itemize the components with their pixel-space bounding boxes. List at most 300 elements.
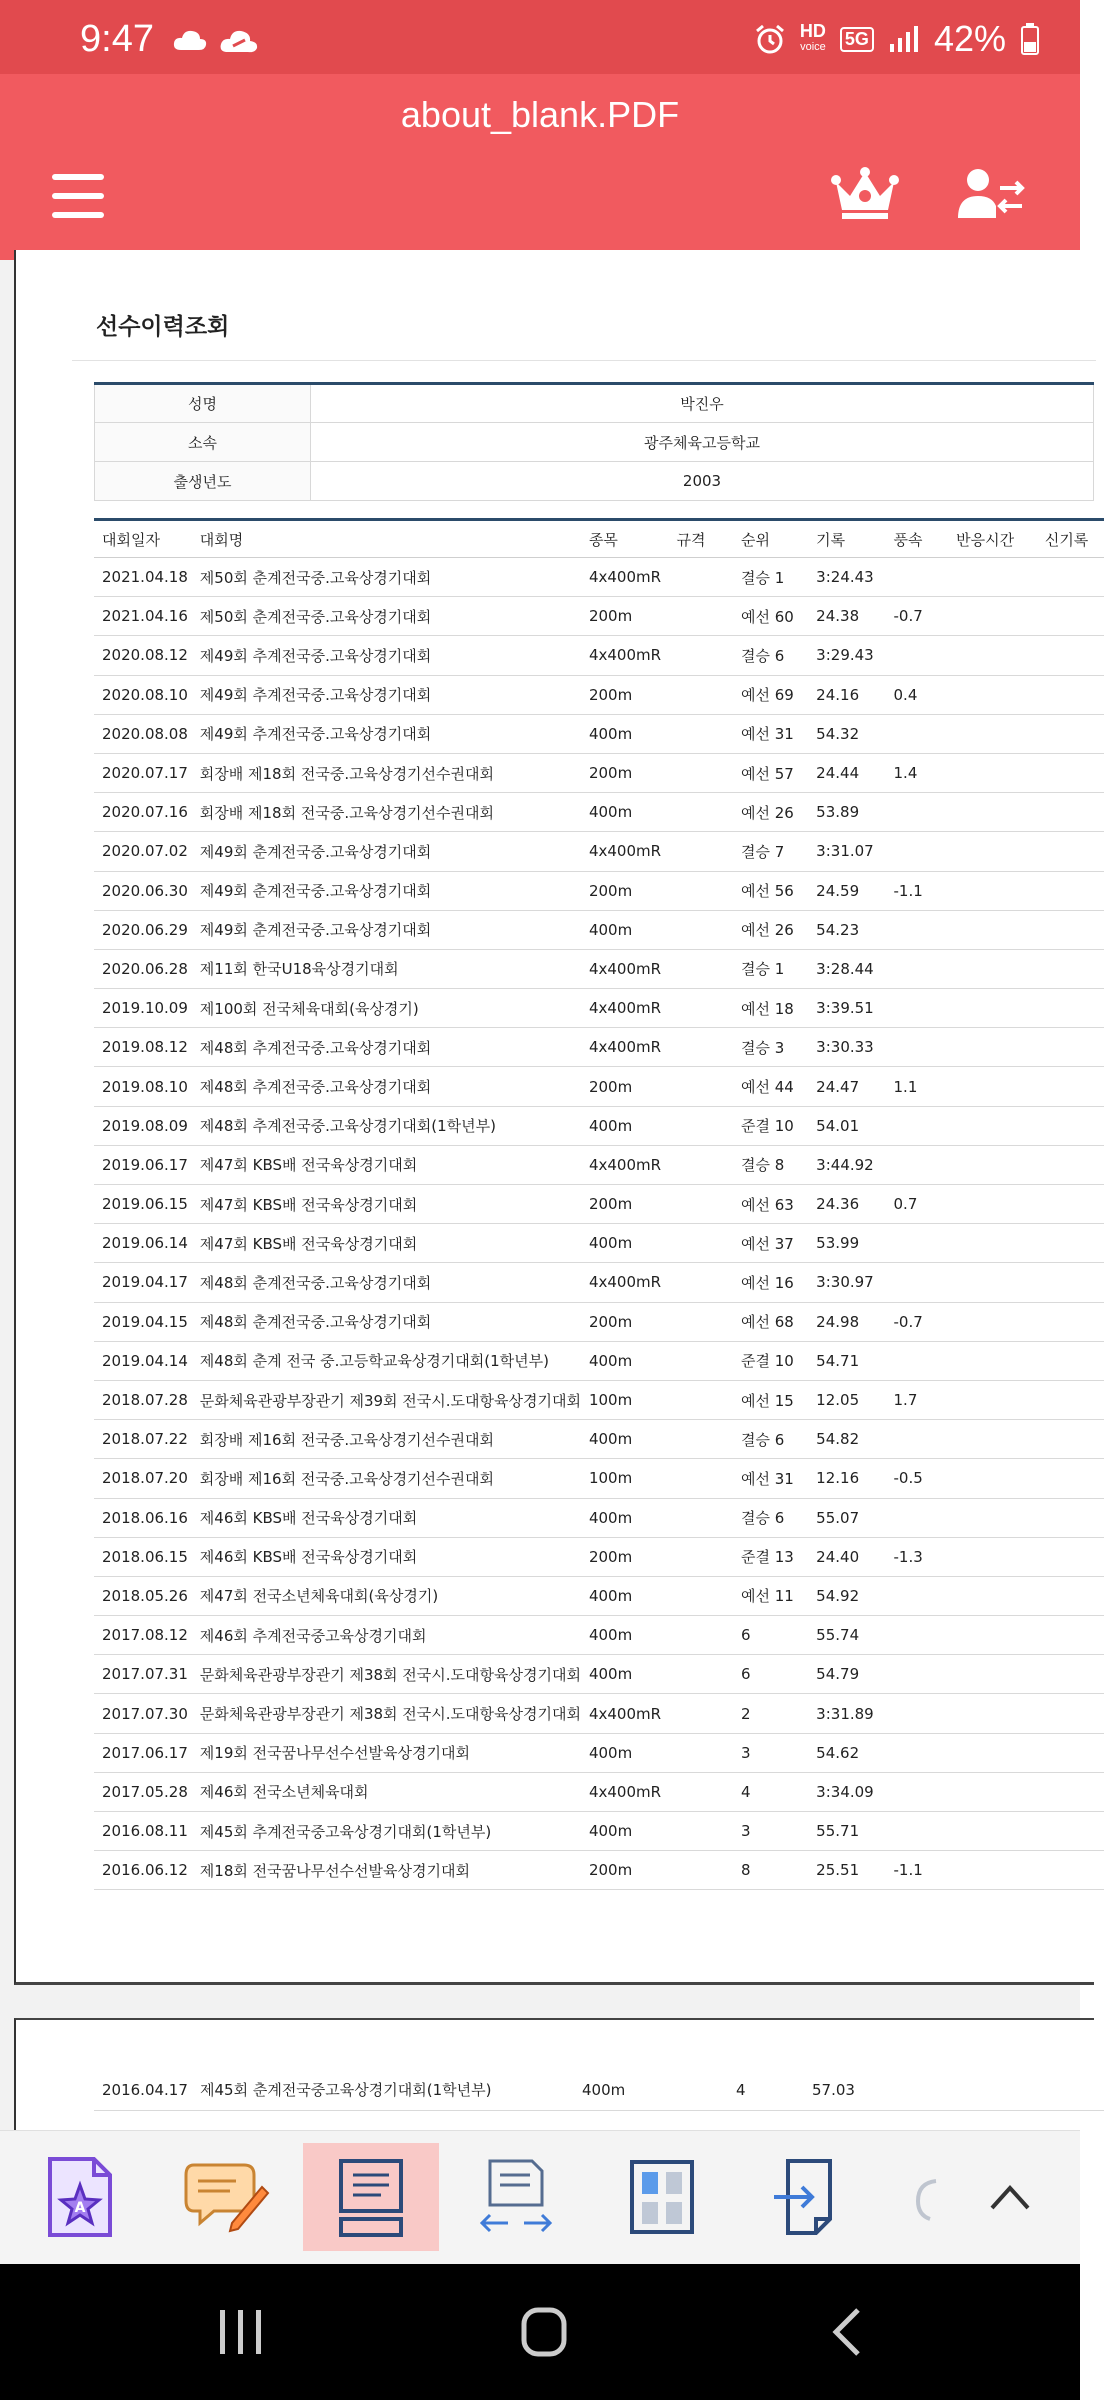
- table-row: [94, 1537, 1104, 1576]
- table-cell: 2020.08.12: [94, 636, 192, 675]
- table-cell: 예선 44: [733, 1067, 808, 1106]
- table-cell: [1037, 1733, 1104, 1772]
- table-cell: 2017.05.28: [94, 1772, 192, 1811]
- table-cell: [1037, 1420, 1104, 1459]
- table-row: [94, 1812, 1104, 1851]
- table-cell: 준결 10: [733, 1106, 808, 1145]
- table-cell: [669, 1498, 733, 1537]
- table-cell: 예선 26: [733, 910, 808, 949]
- table-cell: 3:29.43: [808, 636, 885, 675]
- table-cell: 0.7: [886, 1185, 949, 1224]
- table-cell: 12.16: [808, 1459, 885, 1498]
- table-cell: [948, 871, 1037, 910]
- table-cell: [669, 558, 733, 597]
- table-cell: [948, 1655, 1037, 1694]
- table-cell: [948, 1263, 1037, 1302]
- table-cell: [669, 1851, 733, 1890]
- table-cell: 54.92: [808, 1576, 885, 1615]
- table-cell: 제47회 전국소년체육대회(육상경기): [192, 1576, 581, 1615]
- table-cell: [1037, 1851, 1104, 1890]
- table-cell: 예선 56: [733, 871, 808, 910]
- table-cell: 예선 26: [733, 793, 808, 832]
- table-row: [94, 1420, 1104, 1459]
- table-cell: 준결 10: [733, 1341, 808, 1380]
- crown-icon[interactable]: [830, 166, 900, 222]
- table-row: [94, 989, 1104, 1028]
- table-cell: 55.71: [808, 1812, 885, 1851]
- switch-account-icon[interactable]: [956, 166, 1026, 222]
- table-cell: [669, 871, 733, 910]
- table-cell: 4x400mR: [581, 636, 669, 675]
- table-cell: [886, 1498, 949, 1537]
- table-cell: 100m: [581, 1459, 669, 1498]
- table-cell: [886, 949, 949, 988]
- ai-assistant-button[interactable]: [12, 2143, 148, 2251]
- menu-icon[interactable]: [52, 174, 104, 218]
- table-cell: 결승 6: [733, 1498, 808, 1537]
- table-cell: [948, 1420, 1037, 1459]
- table-cell: [669, 753, 733, 792]
- column-header: 풍속: [886, 520, 949, 558]
- pdf-viewer[interactable]: [0, 260, 1089, 2130]
- table-cell: [1037, 989, 1104, 1028]
- records-table-continued: [94, 2070, 1104, 2111]
- document-title: about_blank.PDF: [400, 94, 680, 135]
- column-header: 대회명: [192, 520, 581, 558]
- table-cell: 2020.06.30: [94, 871, 192, 910]
- table-cell: [1037, 1694, 1104, 1733]
- table-row: [94, 597, 1104, 636]
- records-table: [94, 518, 1104, 1890]
- table-cell: 문화체육관광부장관기 제38회 전국시.도대항육상경기대회: [192, 1655, 581, 1694]
- table-cell: 2019.08.09: [94, 1106, 192, 1145]
- table-cell: 54.82: [808, 1420, 885, 1459]
- table-cell: 회장배 제18회 전국중.고육상경기선수권대회: [192, 793, 581, 832]
- table-cell: 문화체육관광부장관기 제39회 전국시.도대항육상경기대회: [192, 1380, 581, 1419]
- table-cell: 400m: [581, 1224, 669, 1263]
- column-header: 종목: [581, 520, 669, 558]
- table-cell: [1037, 793, 1104, 832]
- table-cell: [662, 2070, 728, 2110]
- table-row: [94, 1145, 1104, 1184]
- table-row: [94, 1851, 1104, 1890]
- table-cell: -0.7: [886, 1302, 949, 1341]
- table-cell: 6: [733, 1655, 808, 1694]
- table-cell: 4: [728, 2070, 804, 2110]
- table-cell: 2020.07.02: [94, 832, 192, 871]
- page-arrows-icon: [478, 2157, 554, 2237]
- table-cell: 예선 31: [733, 714, 808, 753]
- column-header: 순위: [733, 520, 808, 558]
- table-row: [94, 910, 1104, 949]
- table-cell: [948, 1341, 1037, 1380]
- table-cell: [948, 989, 1037, 1028]
- status-bar: [0, 0, 1080, 74]
- info-row: [95, 423, 1094, 462]
- table-cell: [669, 1224, 733, 1263]
- export-page-icon: [772, 2157, 844, 2237]
- table-cell: 제48회 춘계 전국 중.고등학교육상경기대회(1학년부): [192, 1341, 581, 1380]
- status-time: 9:47: [80, 18, 154, 60]
- table-cell: [886, 1106, 949, 1145]
- table-cell: [886, 989, 949, 1028]
- table-cell: 200m: [581, 1851, 669, 1890]
- table-cell: 2019.10.09: [94, 989, 192, 1028]
- table-cell: 24.47: [808, 1067, 885, 1106]
- table-cell: [1037, 1616, 1104, 1655]
- table-cell: 4x400mR: [581, 989, 669, 1028]
- table-cell: [948, 753, 1037, 792]
- column-header: 대회일자: [94, 520, 192, 558]
- table-cell: 2: [733, 1694, 808, 1733]
- table-cell: [886, 1224, 949, 1263]
- table-cell: 2017.07.31: [94, 1655, 192, 1694]
- single-page-view-icon: [337, 2157, 405, 2237]
- table-cell: 4x400mR: [581, 1145, 669, 1184]
- table-cell: [1037, 675, 1104, 714]
- table-cell: 2020.08.08: [94, 714, 192, 753]
- recents-icon[interactable]: [218, 2306, 264, 2358]
- table-cell: 400m: [581, 1733, 669, 1772]
- table-cell: 200m: [581, 871, 669, 910]
- table-row: [94, 2070, 1104, 2110]
- table-cell: 25.51: [808, 1851, 885, 1890]
- table-cell: 제46회 추계전국중고육상경기대회: [192, 1616, 581, 1655]
- table-cell: [886, 1616, 949, 1655]
- table-cell: 24.16: [808, 675, 885, 714]
- table-cell: 400m: [574, 2070, 662, 2110]
- table-cell: [948, 1772, 1037, 1811]
- table-cell: 1.7: [886, 1380, 949, 1419]
- table-cell: 200m: [581, 675, 669, 714]
- table-row: [94, 1185, 1104, 1224]
- page-view-button[interactable]: [303, 2143, 439, 2251]
- table-cell: 2017.07.30: [94, 1694, 192, 1733]
- table-cell: 200m: [581, 1302, 669, 1341]
- table-row: [94, 949, 1104, 988]
- table-cell: 54.01: [808, 1106, 885, 1145]
- table-cell: [886, 1772, 949, 1811]
- table-cell: 결승 8: [733, 1145, 808, 1184]
- table-cell: 53.89: [808, 793, 885, 832]
- table-cell: [1037, 1106, 1104, 1145]
- table-cell: [1037, 1224, 1104, 1263]
- table-cell: 준결 13: [733, 1537, 808, 1576]
- table-cell: 24.40: [808, 1537, 885, 1576]
- chevron-up-icon: [988, 2182, 1032, 2212]
- thumbnails-button[interactable]: [594, 2143, 730, 2251]
- table-cell: 4x400mR: [581, 558, 669, 597]
- table-cell: 4x400mR: [581, 1028, 669, 1067]
- table-cell: 회장배 제16회 전국중.고육상경기선수권대회: [192, 1420, 581, 1459]
- export-button[interactable]: [740, 2143, 876, 2251]
- table-cell: 제19회 전국꿈나무선수선발육상경기대회: [192, 1733, 581, 1772]
- table-cell: 4x400mR: [581, 1772, 669, 1811]
- table-row: [94, 1224, 1104, 1263]
- table-cell: -0.5: [886, 1459, 949, 1498]
- table-cell: 제50회 춘계전국중.고육상경기대회: [192, 597, 581, 636]
- table-cell: 제45회 추계전국중고육상경기대회(1학년부): [192, 1812, 581, 1851]
- table-cell: 24.98: [808, 1302, 885, 1341]
- info-label: 성명: [95, 384, 311, 423]
- table-cell: [1037, 1263, 1104, 1302]
- info-value: 박진우: [311, 384, 1094, 423]
- table-row: [94, 1655, 1104, 1694]
- table-cell: [1037, 1341, 1104, 1380]
- table-cell: [948, 1302, 1037, 1341]
- table-cell: 55.07: [808, 1498, 885, 1537]
- table-cell: [1037, 910, 1104, 949]
- table-cell: 54.23: [808, 910, 885, 949]
- table-cell: [1037, 1185, 1104, 1224]
- table-cell: [669, 1302, 733, 1341]
- table-row: [94, 1028, 1104, 1067]
- table-cell: 200m: [581, 1537, 669, 1576]
- table-row: [94, 1263, 1104, 1302]
- table-cell: 제49회 추계전국중.고육상경기대회: [192, 714, 581, 753]
- table-cell: 제48회 추계전국중.고육상경기대회: [192, 1067, 581, 1106]
- sync-cloud-icon: [218, 26, 260, 56]
- table-cell: [948, 1380, 1037, 1419]
- table-cell: 24.36: [808, 1185, 885, 1224]
- table-cell: [1037, 1302, 1104, 1341]
- partial-tool-icon: [900, 2167, 940, 2227]
- table-cell: 1.4: [886, 753, 949, 792]
- table-cell: 2018.06.16: [94, 1498, 192, 1537]
- table-cell: 3:39.51: [808, 989, 885, 1028]
- table-cell: 400m: [581, 1420, 669, 1459]
- table-cell: [948, 832, 1037, 871]
- ai-document-icon: [44, 2155, 116, 2239]
- table-cell: 2020.07.16: [94, 793, 192, 832]
- table-cell: [1037, 949, 1104, 988]
- table-cell: [669, 1341, 733, 1380]
- table-cell: [1037, 1028, 1104, 1067]
- table-row: [94, 1772, 1104, 1811]
- table-row: [94, 636, 1104, 675]
- table-cell: 24.59: [808, 871, 885, 910]
- table-cell: [886, 910, 949, 949]
- table-cell: 3:30.97: [808, 1263, 885, 1302]
- table-cell: [669, 1576, 733, 1615]
- table-cell: 3:31.07: [808, 832, 885, 871]
- svg-text:A: A: [74, 2200, 86, 2216]
- info-label: 소속: [95, 423, 311, 462]
- table-cell: 제47회 KBS배 전국육상경기대회: [192, 1224, 581, 1263]
- table-cell: 400m: [581, 1341, 669, 1380]
- table-cell: [669, 949, 733, 988]
- table-cell: 400m: [581, 1498, 669, 1537]
- table-cell: 200m: [581, 1185, 669, 1224]
- table-cell: 제48회 춘계전국중.고육상경기대회: [192, 1263, 581, 1302]
- table-cell: [946, 2070, 1036, 2110]
- pdf-page-1: [14, 250, 1094, 1985]
- table-cell: 제49회 추계전국중.고육상경기대회: [192, 675, 581, 714]
- table-cell: 회장배 제18회 전국중.고육상경기선수권대회: [192, 753, 581, 792]
- table-cell: 제47회 KBS배 전국육상경기대회: [192, 1145, 581, 1184]
- two-page-button[interactable]: [448, 2143, 584, 2251]
- table-cell: 3:28.44: [808, 949, 885, 988]
- table-cell: 결승 3: [733, 1028, 808, 1067]
- table-cell: -1.3: [886, 1537, 949, 1576]
- table-cell: 400m: [581, 1812, 669, 1851]
- table-cell: 400m: [581, 910, 669, 949]
- table-cell: [1036, 2070, 1104, 2110]
- table-cell: 결승 6: [733, 1420, 808, 1459]
- table-cell: 0.4: [886, 675, 949, 714]
- comment-button[interactable]: [158, 2143, 294, 2251]
- table-cell: [669, 1772, 733, 1811]
- table-row: [94, 1733, 1104, 1772]
- table-cell: [669, 1733, 733, 1772]
- table-cell: 제49회 춘계전국중.고육상경기대회: [192, 910, 581, 949]
- table-cell: [669, 597, 733, 636]
- back-icon[interactable]: [830, 2306, 864, 2358]
- table-cell: [886, 1655, 949, 1694]
- table-row: [94, 1616, 1104, 1655]
- table-cell: 2021.04.18: [94, 558, 192, 597]
- table-cell: 2016.06.12: [94, 1851, 192, 1890]
- table-cell: 제18회 전국꿈나무선수선발육상경기대회: [192, 1851, 581, 1890]
- table-cell: [948, 1028, 1037, 1067]
- table-cell: [1037, 714, 1104, 753]
- table-cell: 제49회 춘계전국중.고육상경기대회: [192, 871, 581, 910]
- collapse-toolbar-button[interactable]: [960, 2143, 1060, 2251]
- info-label: 출생년도: [95, 462, 311, 501]
- table-cell: 결승 6: [733, 636, 808, 675]
- table-cell: [948, 1185, 1037, 1224]
- table-cell: [669, 1655, 733, 1694]
- table-row: [94, 1380, 1104, 1419]
- table-cell: 6: [733, 1616, 808, 1655]
- table-cell: 예선 57: [733, 753, 808, 792]
- more-tools-button[interactable]: [880, 2143, 960, 2251]
- table-cell: 2016.04.17: [94, 2070, 192, 2110]
- table-cell: 결승 1: [733, 558, 808, 597]
- table-cell: 2018.07.28: [94, 1380, 192, 1419]
- table-cell: [669, 1694, 733, 1733]
- table-cell: 4x400mR: [581, 1263, 669, 1302]
- table-cell: [1037, 753, 1104, 792]
- table-cell: [886, 1341, 949, 1380]
- table-cell: [1037, 1067, 1104, 1106]
- info-value: 광주체육고등학교: [311, 423, 1094, 462]
- table-cell: [669, 1459, 733, 1498]
- table-cell: [948, 1224, 1037, 1263]
- table-cell: [669, 832, 733, 871]
- table-cell: 제49회 춘계전국중.고육상경기대회: [192, 832, 581, 871]
- table-cell: 제46회 전국소년체육대회: [192, 1772, 581, 1811]
- table-cell: 결승 1: [733, 949, 808, 988]
- table-cell: [948, 558, 1037, 597]
- table-cell: 400m: [581, 1655, 669, 1694]
- table-cell: 4x400mR: [581, 949, 669, 988]
- table-cell: 제48회 추계전국중.고육상경기대회(1학년부): [192, 1106, 581, 1145]
- table-cell: [1037, 636, 1104, 675]
- table-cell: 2017.08.12: [94, 1616, 192, 1655]
- table-cell: 2020.06.28: [94, 949, 192, 988]
- table-cell: 예선 63: [733, 1185, 808, 1224]
- column-header: 신기록: [1037, 520, 1104, 558]
- table-cell: [1037, 1576, 1104, 1615]
- table-cell: [1037, 1498, 1104, 1537]
- table-cell: 2020.06.29: [94, 910, 192, 949]
- table-row: [94, 675, 1104, 714]
- bottom-toolbar: [0, 2130, 1080, 2264]
- table-row: [94, 1576, 1104, 1615]
- table-cell: 예선 60: [733, 597, 808, 636]
- table-cell: 제45회 춘계전국중고육상경기대회(1학년부): [192, 2070, 574, 2110]
- table-cell: 400m: [581, 1576, 669, 1615]
- table-cell: [1037, 1812, 1104, 1851]
- table-cell: 3:30.33: [808, 1028, 885, 1067]
- table-cell: 회장배 제16회 전국중.고육상경기선수권대회: [192, 1459, 581, 1498]
- table-cell: 4: [733, 1772, 808, 1811]
- table-cell: [1037, 871, 1104, 910]
- table-cell: [948, 1851, 1037, 1890]
- table-cell: [882, 2070, 946, 2110]
- table-cell: [886, 1576, 949, 1615]
- info-row: [95, 384, 1094, 423]
- home-icon[interactable]: [520, 2306, 568, 2358]
- page-heading: 선수이력조회: [96, 314, 230, 340]
- table-cell: 문화체육관광부장관기 제38회 전국시.도대항육상경기대회: [192, 1694, 581, 1733]
- table-cell: [948, 597, 1037, 636]
- table-cell: 2021.04.16: [94, 597, 192, 636]
- table-cell: 4x400mR: [581, 832, 669, 871]
- table-cell: 결승 7: [733, 832, 808, 871]
- table-cell: 예선 15: [733, 1380, 808, 1419]
- table-cell: [1037, 1655, 1104, 1694]
- table-cell: 제11회 한국U18육상경기대회: [192, 949, 581, 988]
- table-cell: [948, 714, 1037, 753]
- table-cell: 2018.07.22: [94, 1420, 192, 1459]
- table-cell: 55.74: [808, 1616, 885, 1655]
- table-cell: [669, 1420, 733, 1459]
- table-cell: [948, 1694, 1037, 1733]
- table-cell: 2019.04.17: [94, 1263, 192, 1302]
- system-nav-bar: [0, 2264, 1080, 2400]
- table-row: [94, 1302, 1104, 1341]
- table-cell: [948, 1067, 1037, 1106]
- table-cell: [948, 1145, 1037, 1184]
- table-cell: [948, 949, 1037, 988]
- table-cell: 3: [733, 1733, 808, 1772]
- table-cell: [886, 1694, 949, 1733]
- table-row: [94, 714, 1104, 753]
- table-cell: [1037, 558, 1104, 597]
- table-cell: [669, 793, 733, 832]
- table-cell: 제48회 추계전국중.고육상경기대회: [192, 1028, 581, 1067]
- table-cell: [948, 1498, 1037, 1537]
- table-cell: [669, 910, 733, 949]
- table-cell: [948, 1537, 1037, 1576]
- table-cell: [669, 1537, 733, 1576]
- table-cell: 200m: [581, 753, 669, 792]
- table-row: [94, 1459, 1104, 1498]
- table-cell: [669, 675, 733, 714]
- table-cell: [948, 1106, 1037, 1145]
- table-cell: 400m: [581, 793, 669, 832]
- table-cell: 2019.06.14: [94, 1224, 192, 1263]
- table-cell: [669, 1028, 733, 1067]
- athlete-info-table: [94, 382, 1094, 501]
- info-value: 2003: [311, 462, 1094, 501]
- table-cell: 2019.08.12: [94, 1028, 192, 1067]
- table-cell: [1037, 1145, 1104, 1184]
- table-row: [94, 1067, 1104, 1106]
- table-cell: 53.99: [808, 1224, 885, 1263]
